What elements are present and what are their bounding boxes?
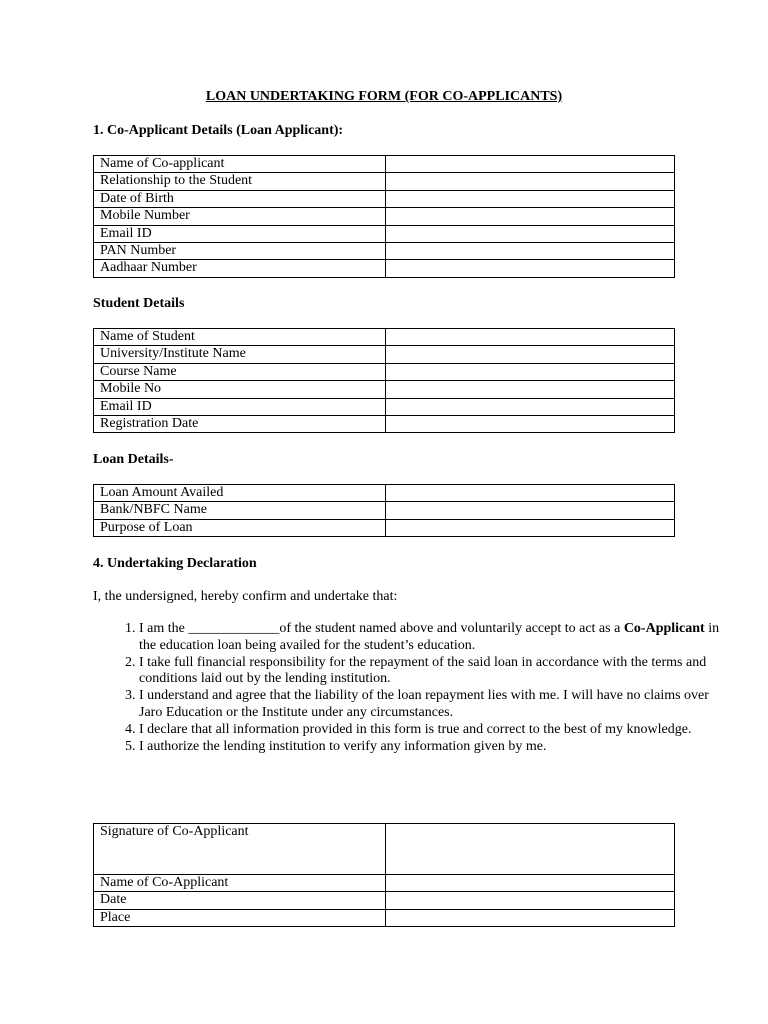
row-label: Date — [94, 892, 386, 909]
table-row — [94, 329, 675, 346]
value-field-email[interactable] — [385, 225, 675, 242]
row-label: Email ID — [94, 225, 386, 242]
relationship-blank[interactable]: _____________ — [188, 621, 280, 636]
table-row — [94, 363, 675, 380]
loan-details-table — [93, 484, 675, 537]
table-row — [94, 156, 675, 173]
value-field-university[interactable] — [385, 346, 675, 363]
row-label: Aadhaar Number — [94, 260, 386, 277]
table-row — [94, 346, 675, 363]
student-details-heading: Student Details — [93, 296, 185, 311]
table-row — [94, 381, 675, 398]
signature-table — [93, 823, 675, 927]
signature-field[interactable] — [385, 824, 675, 875]
table-row — [94, 398, 675, 415]
table-row — [94, 824, 675, 875]
declaration-item-5: 5. I authorize the lending institution to verify any information given by me. — [139, 739, 729, 756]
table-row — [94, 875, 675, 892]
table-row — [94, 485, 675, 502]
table-row — [94, 260, 675, 277]
value-field-registration-date[interactable] — [385, 415, 675, 432]
table-row — [94, 190, 675, 207]
row-label: Place — [94, 909, 386, 926]
value-field-mobile-number[interactable] — [385, 208, 675, 225]
row-label: Relationship to the Student — [94, 173, 386, 190]
value-field-relationship[interactable] — [385, 173, 675, 190]
declaration-list — [93, 621, 729, 755]
value-field-co-applicant-name[interactable] — [385, 156, 675, 173]
value-field-student-email[interactable] — [385, 398, 675, 415]
student-details-table — [93, 328, 675, 433]
row-label: Signature of Co-Applicant — [94, 824, 386, 875]
row-label: Mobile Number — [94, 208, 386, 225]
row-label: Purpose of Loan — [94, 519, 386, 536]
row-label: Loan Amount Availed — [94, 485, 386, 502]
row-label: Name of Student — [94, 329, 386, 346]
form-title: LOAN UNDERTAKING FORM (FOR CO-APPLICANTS) — [205, 89, 563, 104]
value-field-aadhaar-number[interactable] — [385, 260, 675, 277]
value-field-pan-number[interactable] — [385, 242, 675, 259]
table-row — [94, 173, 675, 190]
table-row — [94, 519, 675, 536]
table-row — [94, 909, 675, 926]
value-field-student-name[interactable] — [385, 329, 675, 346]
row-label: Registration Date — [94, 415, 386, 432]
row-label: University/Institute Name — [94, 346, 386, 363]
table-row — [94, 225, 675, 242]
row-label: Email ID — [94, 398, 386, 415]
declaration-item-3: 3. I understand and agree that the liability of the loan repayment lies with me. I will have no claims over Jaro Education or the Institute under any circumstances. — [139, 688, 729, 722]
declaration-item-4: 4. I declare that all information provided in this form is true and correct to the best of my knowledge. — [139, 722, 729, 739]
undertaking-declaration-heading: 4. Undertaking Declaration — [93, 556, 257, 571]
value-field-date-of-birth[interactable] — [385, 190, 675, 207]
value-field-place[interactable] — [385, 909, 675, 926]
value-field-bank-name[interactable] — [385, 502, 675, 519]
value-field-loan-purpose[interactable] — [385, 519, 675, 536]
row-label: Bank/NBFC Name — [94, 502, 386, 519]
row-label: PAN Number — [94, 242, 386, 259]
declaration-item-2: 2. I take full financial responsibility for the repayment of the said loan in accordance with the terms and conditions laid out by the lending institution. — [139, 655, 729, 689]
value-field-student-mobile[interactable] — [385, 381, 675, 398]
table-row — [94, 502, 675, 519]
value-field-course-name[interactable] — [385, 363, 675, 380]
table-row — [94, 242, 675, 259]
value-field-loan-amount[interactable] — [385, 485, 675, 502]
co-applicant-details-table — [93, 155, 675, 278]
row-label: Name of Co-Applicant — [94, 875, 386, 892]
table-row — [94, 415, 675, 432]
row-label: Mobile No — [94, 381, 386, 398]
declaration-intro: I, the undersigned, hereby confirm and undertake that: — [93, 589, 398, 604]
row-label: Date of Birth — [94, 190, 386, 207]
row-label: Name of Co-applicant — [94, 156, 386, 173]
co-applicant-details-heading: 1. Co-Applicant Details (Loan Applicant): — [93, 123, 344, 138]
value-field-date[interactable] — [385, 892, 675, 909]
loan-details-heading: Loan Details- — [93, 452, 174, 467]
declaration-item-1: 1. I am the _____________of the student named above and voluntarily accept to act as a Co-Applicant in the education loan being availed for the student’s education. — [139, 621, 729, 655]
value-field-signatory-name[interactable] — [385, 875, 675, 892]
row-label: Course Name — [94, 363, 386, 380]
table-row — [94, 892, 675, 909]
table-row — [94, 208, 675, 225]
